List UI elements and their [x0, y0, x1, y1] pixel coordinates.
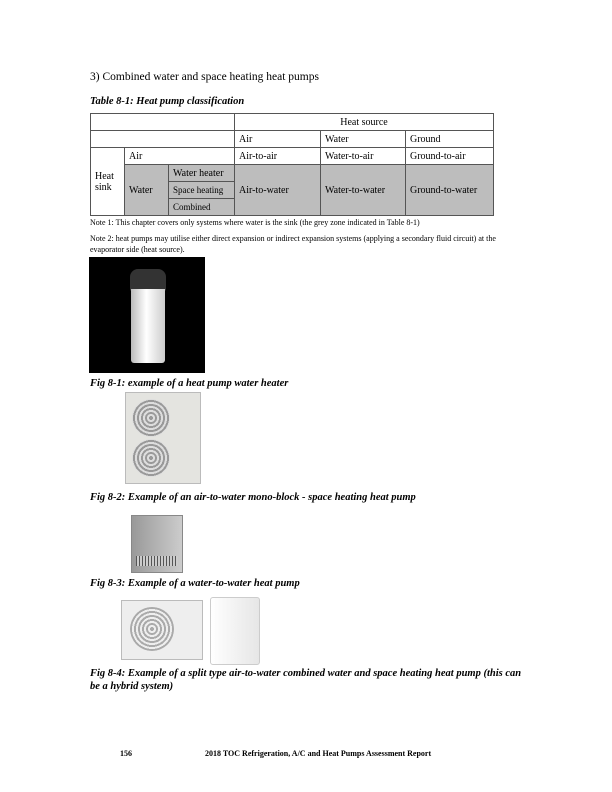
note-2: Note 2: heat pumps may utilise either direct expansion or indirect expansion systems (applying a secondary fluid circuit) at the evaporator side (heat source).	[90, 234, 496, 254]
fig-caption-2: Fig 8-2: Example of an air-to-water mono-block - space heating heat pump	[90, 492, 416, 503]
heat-source-header: Heat source	[235, 114, 494, 131]
footer-title: 2018 TOC Refrigeration, A/C and Heat Pumps Assessment Report	[205, 749, 432, 758]
monoblock-heat-pump-image	[125, 392, 201, 484]
heat-sink-label: Heat sink	[91, 148, 125, 216]
note-1: Note 1: This chapter covers only systems where water is the sink (the grey zone indicated in Table 8-1)	[90, 218, 420, 227]
fig-caption-3: Fig 8-3: Example of a water-to-water heat pump	[90, 578, 300, 589]
row-air: Air	[125, 148, 235, 165]
sub-row: Combined	[169, 199, 235, 216]
row-water: Water	[125, 165, 169, 216]
sub-row: Water heater	[169, 165, 235, 182]
water-heater-image	[89, 257, 205, 373]
section-heading: 3) Combined water and space heating heat pumps	[90, 71, 319, 83]
cell: Air-to-water	[235, 165, 321, 216]
cell: Ground-to-air	[406, 148, 494, 165]
fig-caption-4: Fig 8-4: Example of a split type air-to-water combined water and space heating heat pump (this can be a hybrid system)	[90, 668, 522, 692]
page-number: 156	[120, 749, 132, 758]
table-caption: Table 8-1: Heat pump classification	[90, 96, 245, 107]
cell: Water-to-water	[321, 165, 406, 216]
outdoor-unit-image	[121, 600, 203, 660]
classification-table	[90, 113, 494, 216]
fig-caption-1: Fig 8-1: example of a heat pump water heater	[90, 378, 289, 389]
col-ground: Ground	[406, 131, 494, 148]
col-air: Air	[235, 131, 321, 148]
col-water: Water	[321, 131, 406, 148]
cell: Water-to-air	[321, 148, 406, 165]
cell: Air-to-air	[235, 148, 321, 165]
cell: Ground-to-water	[406, 165, 494, 216]
sub-row: Space heating	[169, 182, 235, 199]
indoor-unit-image	[210, 597, 260, 665]
water-to-water-heat-pump-image	[131, 515, 183, 573]
